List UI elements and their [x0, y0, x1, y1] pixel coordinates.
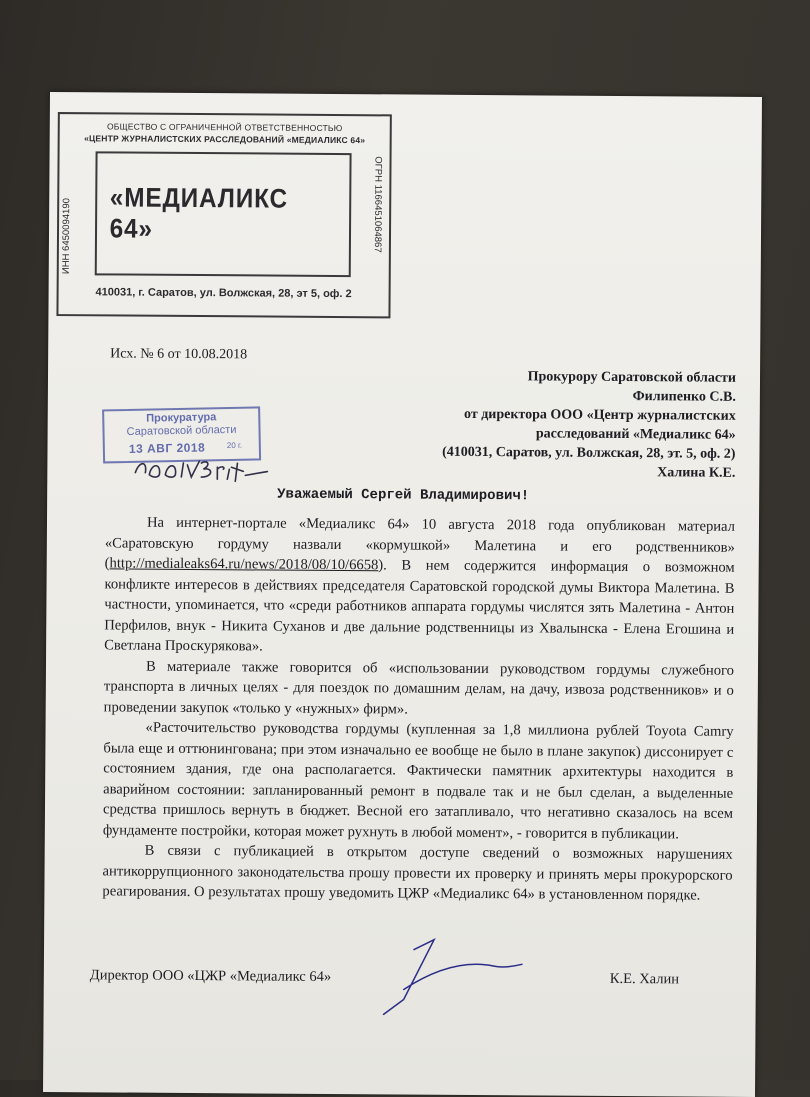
received-stamp-org: Прокуратура: [146, 411, 217, 425]
addressee-line: Прокурору Саратовской области: [527, 369, 737, 386]
letterhead-org-name: «ЦЕНТР ЖУРНАЛИСТСКИХ РАССЛЕДОВАНИЙ «МЕДИАЛИКС 64»: [84, 133, 366, 146]
received-stamp-date: 13 АВГ 2018: [128, 440, 206, 456]
received-stamp-region: Саратовской области: [126, 423, 237, 438]
article-link[interactable]: http://medialeaks64.ru/news/2018/08/10/6658: [109, 555, 379, 574]
paragraph-text: На интернет-портале «Медиаликс 64» 10 августа 2018 года опубликован материал «Саратовскую гордуму назвали «кормушкой» Малетина и его родственников» (: [104, 514, 736, 572]
letter-body: [102, 512, 735, 906]
letterhead-org-type: ОБЩЕСТВО С ОГРАНИЧЕННОЙ ОТВЕТСТВЕННОСТЬЮ: [106, 121, 343, 134]
paragraph: [104, 512, 735, 660]
addressee-block: [442, 367, 736, 483]
letterhead-address: 410031, г. Саратов, ул. Волжская, 28, эт 5, оф. 2: [95, 286, 352, 301]
paragraph-text: ). В нем содержится информация о возможном конфликте интересов в действиях председателя Саратовской городской думы Виктора Малетина. В частности, упоминается, что «среди работников аппарата гордумы числятся зять Малетина - Антон Перфилов, внук - Никита Суханов и две дальние родственницы из Хвалынска - Елена Егошина и Светлана Проскурякова».: [104, 557, 735, 655]
paragraph: В материале также говорится об «использовании руководством гордумы служебного транспорта в личных целях - для поездок по домашним делам, на дачу, извоза родственников» и о проведении закупок «только у «нужных» фирм».: [103, 658, 735, 718]
letterhead-brand: «МЕДИАЛИКС 64»: [109, 182, 289, 244]
letterhead-inn: ИНН 6450094190: [60, 198, 73, 275]
letter-page: [43, 92, 762, 1097]
outgoing-reference: Исх. № 6 от 10.08.2018: [110, 346, 248, 363]
letterhead-ogrn: ОГРН 1166451064867: [371, 156, 384, 253]
addressee-line: (410031, Саратов, ул. Волжская, 28, эт. 5, оф. 2): [442, 444, 736, 462]
received-stamp-year-suffix: 20 г.: [226, 440, 243, 451]
signature: [374, 929, 525, 1020]
greeting: Уважаемый Сергей Владимирович!: [277, 486, 530, 505]
signatory-name: К.Е. Халин: [609, 970, 680, 988]
addressee-line: от директора ООО «Центр журналистских: [463, 406, 736, 424]
handwritten-note: [131, 453, 271, 484]
addressee-line: Халина К.Е.: [657, 465, 736, 481]
addressee-line: расследований «Медиаликс 64»: [535, 426, 736, 443]
letterhead-brand-box: [95, 151, 352, 277]
letterhead-stamp: [56, 112, 391, 318]
paragraph: «Расточительство руководства гордумы (купленная за 1,8 миллиона рублей Toyota Camry была еще и оттюнингована; при этом изначально ее вообще не было в плане закупок) диссонирует с состоянием здания, где она располагается. Фактически памятник архитектуры находится в аварийном состоянии: запланированный ремонт в подвале так и не был сделан, а выделенные средства пришлось вернуть в бюджет. Весной его затапливало, что негативно сказалось на всем фундаменте постройки, которая может рухнуть в любой момент», - говорится в публикации.: [102, 719, 734, 842]
addressee-line: Филипенко С.В.: [632, 389, 736, 405]
signatory-title: Директор ООО «ЦЖР «Медиаликс 64»: [89, 967, 332, 985]
paragraph: В связи с публикацией в открытом доступе сведений о возможных нарушениях антикоррупционного законодательства прошу провести их проверку и принять меры прокурорского реагирования. О результатах прошу уведомить ЦЖР «Медиаликс 64» в установленном порядке.: [102, 842, 733, 904]
